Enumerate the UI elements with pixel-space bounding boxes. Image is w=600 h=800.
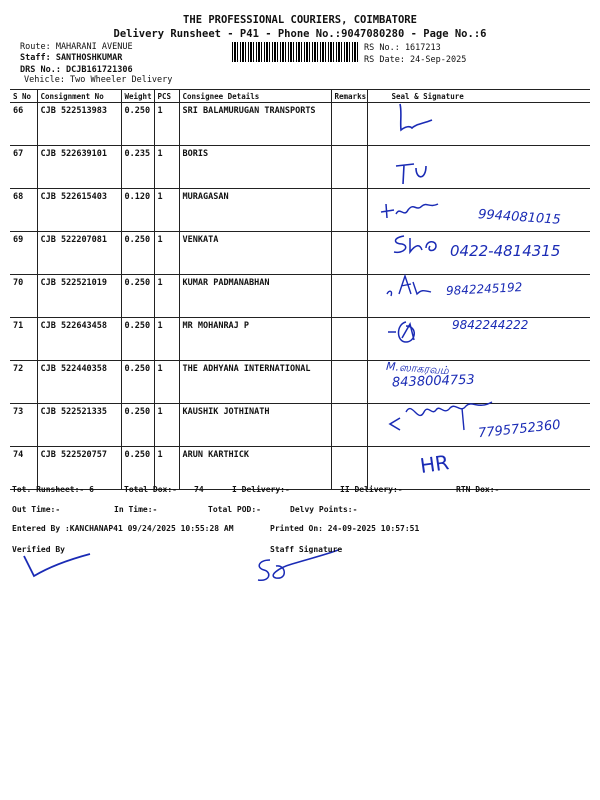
total-dox-value: 74 (194, 485, 204, 494)
row-weight: 0.250 (121, 275, 154, 318)
printed-on: Printed On: 24-09-2025 10:57:51 (270, 524, 420, 533)
row-sno: 66 (10, 103, 37, 146)
row-sno: 73 (10, 404, 37, 447)
col-consignment: Consignment No (37, 90, 121, 103)
col-consignee: Consignee Details (179, 90, 331, 103)
i-delivery: I Delivery:- (232, 485, 290, 494)
total-dox-label: Total Dox:- (124, 485, 177, 494)
row-sno: 70 (10, 275, 37, 318)
row-consignment: CJB 522520757 (37, 447, 121, 490)
col-sno: S No (10, 90, 37, 103)
row-remarks (331, 146, 367, 189)
row-sno: 67 (10, 146, 37, 189)
row-pcs: 1 (154, 361, 179, 404)
row-weight: 0.250 (121, 361, 154, 404)
row-consignee: KAUSHIK JOTHINATH (179, 404, 331, 447)
row-consignment: CJB 522513983 (37, 103, 121, 146)
col-pcs: PCS (154, 90, 179, 103)
row-weight: 0.250 (121, 232, 154, 275)
route-label: Route: MAHARANI AVENUE (20, 42, 133, 52)
out-time: Out Time:- (12, 505, 61, 514)
row-remarks (331, 103, 367, 146)
row-consignee: SRI BALAMURUGAN TRANSPORTS (179, 103, 331, 146)
handwritten-phone-72: 8438004753 (391, 372, 475, 391)
row-weight: 0.250 (121, 318, 154, 361)
handwritten-initials-74: HR (418, 450, 451, 478)
row-signature (367, 447, 590, 490)
staff-signature-label: Staff Signature (270, 545, 343, 554)
row-remarks (331, 318, 367, 361)
row-consignee: BORIS (179, 146, 331, 189)
barcode-image (232, 42, 358, 62)
row-consignment: CJB 522615403 (37, 189, 121, 232)
row-remarks (331, 275, 367, 318)
rtn-dox: RTN Dox:- (456, 485, 500, 494)
row-pcs: 1 (154, 103, 179, 146)
delvy-points: Delvy Points:- (290, 505, 358, 514)
row-consignee: MR MOHANRAJ P (179, 318, 331, 361)
row-consignment: CJB 522207081 (37, 232, 121, 275)
company-title: THE PROFESSIONAL COURIERS, COIMBATORE (183, 14, 417, 26)
row-weight: 0.120 (121, 189, 154, 232)
handwritten-phone-70: 9842245192 (445, 280, 523, 298)
row-pcs: 1 (154, 404, 179, 447)
row-consignment: CJB 522440358 (37, 361, 121, 404)
handwritten-phone-69: 0422-4814315 (450, 242, 561, 260)
entered-by: Entered By :KANCHANAP41 09/24/2025 10:55:28 AM (12, 524, 234, 533)
row-weight: 0.250 (121, 103, 154, 146)
table-row (10, 447, 590, 490)
row-remarks (331, 447, 367, 490)
row-pcs: 1 (154, 447, 179, 490)
col-seal-signature: Seal & Signature (367, 90, 590, 103)
row-pcs: 1 (154, 189, 179, 232)
row-sno: 74 (10, 447, 37, 490)
row-consignee: THE ADHYANA INTERNATIONAL (179, 361, 331, 404)
row-sno: 72 (10, 361, 37, 404)
rs-date: RS Date: 24-Sep-2025 (364, 55, 467, 65)
row-consignee: ARUN KARTHICK (179, 447, 331, 490)
vehicle-label: Vehicle: Two Wheeler Delivery (24, 75, 173, 85)
row-sno: 69 (10, 232, 37, 275)
verified-by-signature (20, 550, 94, 580)
in-time: In Time:- (114, 505, 158, 514)
row-weight: 0.250 (121, 447, 154, 490)
row-signature (367, 103, 590, 146)
row-pcs: 1 (154, 318, 179, 361)
row-weight: 0.250 (121, 404, 154, 447)
row-consignment: CJB 522521019 (37, 275, 121, 318)
row-pcs: 1 (154, 275, 179, 318)
row-consignment: CJB 522639101 (37, 146, 121, 189)
row-sno: 71 (10, 318, 37, 361)
row-weight: 0.235 (121, 146, 154, 189)
row-consignee: VENKATA (179, 232, 331, 275)
row-consignment: CJB 522643458 (37, 318, 121, 361)
drs-label: DRS No.: DCJB161721306 (20, 65, 133, 75)
row-consignee: MURAGASAN (179, 189, 331, 232)
row-remarks (331, 404, 367, 447)
staff-label: Staff: SANTHOSHKUMAR (20, 53, 123, 63)
ii-delivery: II Delivery:- (340, 485, 403, 494)
row-pcs: 1 (154, 232, 179, 275)
handwritten-phone-73: 7795752360 (477, 417, 562, 442)
table-row (10, 103, 590, 146)
row-remarks (331, 361, 367, 404)
handwritten-phone-68: 9944081015 (477, 207, 562, 228)
col-remarks: Remarks (331, 90, 367, 103)
verified-by-label: Verified By (12, 545, 65, 554)
row-sno: 68 (10, 189, 37, 232)
total-pod: Total POD:- (208, 505, 261, 514)
row-consignment: CJB 522521335 (37, 404, 121, 447)
col-weight: Weight (121, 90, 154, 103)
rs-number: RS No.: 1617213 (364, 43, 441, 53)
row-remarks (331, 189, 367, 232)
row-signature (367, 146, 590, 189)
tot-runsheet: Tot. Runsheet:- 6 (12, 485, 94, 494)
table-row (10, 361, 590, 404)
handwritten-phone-71: 9842244222 (452, 318, 529, 332)
row-remarks (331, 232, 367, 275)
row-pcs: 1 (154, 146, 179, 189)
handwritten-name-72: M.ஸாகரவம் (385, 359, 450, 378)
table-row (10, 146, 590, 189)
row-consignee: KUMAR PADMANABHAN (179, 275, 331, 318)
staff-signature-scribble (252, 548, 342, 588)
table-header-row (10, 90, 590, 103)
runsheet-subtitle: Delivery Runsheet - P41 - Phone No.:9047080280 - Page No.:6 (113, 28, 487, 40)
